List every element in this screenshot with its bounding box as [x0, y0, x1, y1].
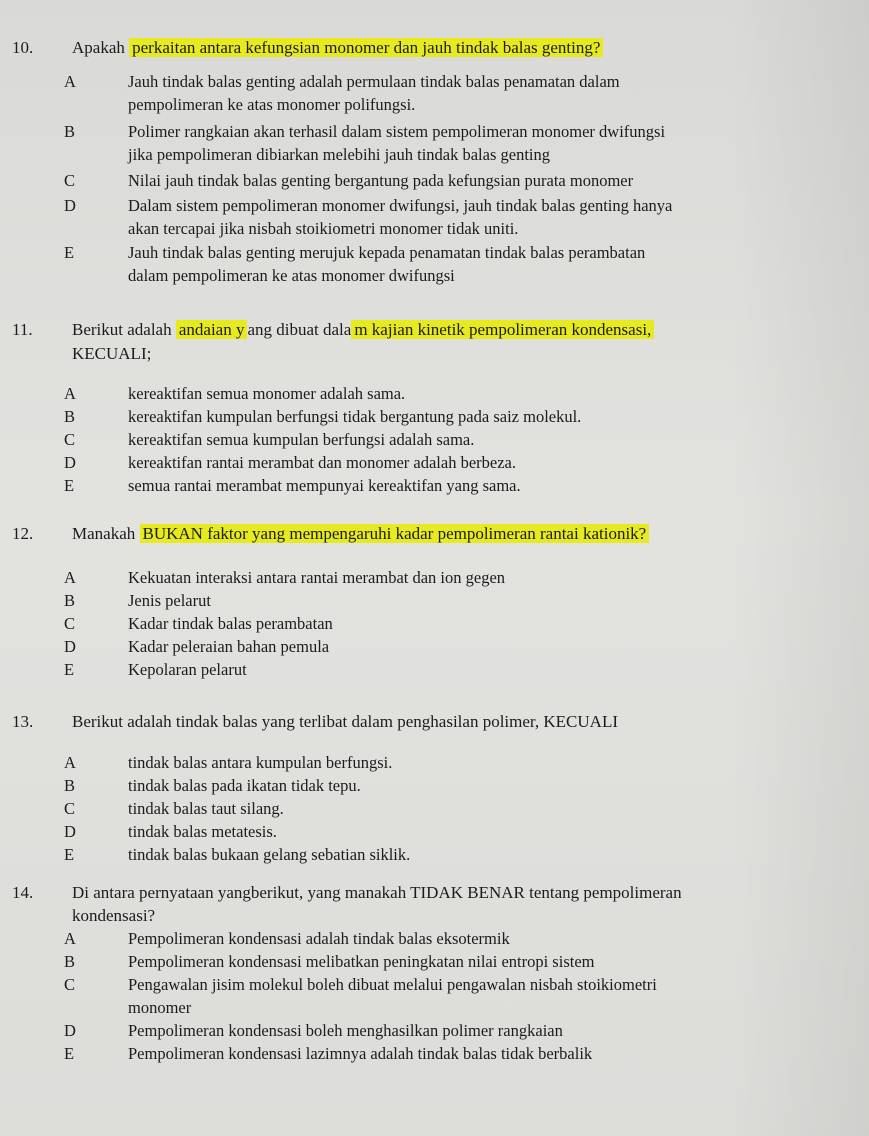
option-letter: A — [64, 72, 76, 91]
option-letter: C — [64, 430, 76, 449]
question-stem: Di antara pernyataan yangberikut, yang manakah TIDAK BENAR tentang pempolimeran — [72, 883, 682, 902]
option-b-text — [128, 120, 665, 166]
option-c-text — [128, 169, 633, 192]
question-number: 14. — [12, 883, 34, 902]
question-stem-line2: KECUALI; — [72, 344, 152, 363]
question-stem — [72, 522, 649, 546]
option-letter: E — [64, 1044, 75, 1063]
stem-text: Manakah — [72, 524, 136, 543]
option-line: Dalam sistem pempolimeran monomer dwifungsi, jauh tindak balas genting hanya — [128, 196, 673, 215]
option-d-text: Pempolimeran kondensasi boleh menghasilkan polimer rangkaian — [128, 1021, 563, 1040]
option-letter: D — [64, 453, 76, 472]
stem-highlight: BUKAN faktor yang mempengaruhi kadar pempolimeran rantai kationik? — [140, 524, 650, 543]
question-number: 12. — [12, 524, 34, 543]
option-c-text — [128, 973, 657, 1019]
option-b-text: kereaktifan kumpulan berfungsi tidak bergantung pada saiz molekul. — [128, 407, 582, 426]
option-letter: A — [64, 568, 76, 587]
stem-text: ang dibuat dala — [247, 320, 352, 339]
option-a-text — [128, 70, 620, 116]
option-letter: D — [64, 822, 76, 841]
option-letter: C — [64, 975, 76, 994]
option-b-text: Jenis pelarut — [128, 591, 211, 610]
option-line: Jauh tindak balas genting merujuk kepada penamatan tindak balas perambatan — [128, 243, 646, 262]
option-c-text: kereaktifan semua kumpulan berfungsi adalah sama. — [128, 430, 475, 449]
option-line: Nilai jauh tindak balas genting bergantung pada kefungsian purata monomer — [128, 171, 634, 190]
option-letter: B — [64, 776, 76, 795]
stem-text: Berikut adalah — [72, 320, 172, 339]
stem-highlight: m kajian kinetik pempolimeran kondensasi, — [351, 320, 654, 339]
option-letter: B — [64, 952, 76, 971]
question-number: 13. — [12, 712, 34, 731]
option-line: jika pempolimeran dibiarkan melebihi jauh tindak balas genting — [128, 145, 551, 164]
option-e-text: semua rantai merambat mempunyai kereaktifan yang sama. — [128, 476, 521, 495]
option-e-text: Kepolaran pelarut — [128, 660, 247, 679]
option-letter: C — [64, 799, 76, 818]
stem-text: Apakah — [72, 38, 125, 57]
question-number: 11. — [12, 320, 33, 339]
option-letter: C — [64, 614, 76, 633]
option-letter: A — [64, 929, 76, 948]
option-d-text: kereaktifan rantai merambat dan monomer adalah berbeza. — [128, 453, 517, 472]
option-line: dalam pempolimeran ke atas monomer dwifungsi — [128, 266, 455, 285]
option-letter: A — [64, 384, 76, 403]
question-stem — [72, 36, 603, 60]
option-b-text: Pempolimeran kondensasi melibatkan peningkatan nilai entropi sistem — [128, 952, 595, 971]
option-d-text — [128, 194, 672, 240]
option-b-text: tindak balas pada ikatan tidak tepu. — [128, 776, 361, 795]
option-letter: B — [64, 407, 76, 426]
option-letter: D — [64, 1021, 76, 1040]
paper-shadow — [729, 0, 869, 1136]
option-e-text — [128, 241, 645, 287]
option-letter: B — [64, 591, 76, 610]
option-letter: D — [64, 637, 76, 656]
option-letter: E — [64, 476, 75, 495]
option-line: akan tercapai jika nisbah stoikiometri monomer tidak uniti. — [128, 219, 519, 238]
option-letter: E — [64, 845, 75, 864]
option-e-text: Pempolimeran kondensasi lazimnya adalah tindak balas tidak berbalik — [128, 1044, 593, 1063]
option-e-text: tindak balas bukaan gelang sebatian siklik. — [128, 845, 411, 864]
option-letter: D — [64, 196, 76, 215]
option-a-text: tindak balas antara kumpulan berfungsi. — [128, 753, 393, 772]
option-d-text: tindak balas metatesis. — [128, 822, 277, 841]
question-stem-line2: kondensasi? — [72, 906, 156, 925]
option-d-text: Kadar peleraian bahan pemula — [128, 637, 330, 656]
question-number: 10. — [12, 38, 34, 57]
option-line: pempolimeran ke atas monomer polifungsi. — [128, 95, 416, 114]
option-line: Jauh tindak balas genting adalah permulaan tindak balas penamatan dalam — [128, 72, 620, 91]
option-c-text: Kadar tindak balas perambatan — [128, 614, 333, 633]
option-letter: E — [64, 660, 75, 679]
option-line: Pengawalan jisim molekul boleh dibuat melalui pengawalan nisbah stoikiometri — [128, 975, 657, 994]
question-stem: Berikut adalah tindak balas yang terlibat dalam penghasilan polimer, KECUALI — [72, 712, 618, 731]
option-line: monomer — [128, 998, 192, 1017]
option-a-text: Pempolimeran kondensasi adalah tindak balas eksotermik — [128, 929, 510, 948]
stem-highlight: perkaitan antara kefungsian monomer dan jauh tindak balas genting? — [129, 38, 603, 57]
option-line: Polimer rangkaian akan terhasil dalam sistem pempolimeran monomer dwifungsi — [128, 122, 666, 141]
option-c-text: tindak balas taut silang. — [128, 799, 284, 818]
option-letter: A — [64, 753, 76, 772]
option-a-text: Kekuatan interaksi antara rantai merambat dan ion gegen — [128, 568, 506, 587]
option-letter: C — [64, 171, 76, 190]
option-letter: B — [64, 122, 76, 141]
option-letter: E — [64, 243, 75, 262]
stem-highlight: andaian y — [176, 320, 248, 339]
question-stem — [72, 318, 654, 342]
option-a-text: kereaktifan semua monomer adalah sama. — [128, 384, 406, 403]
